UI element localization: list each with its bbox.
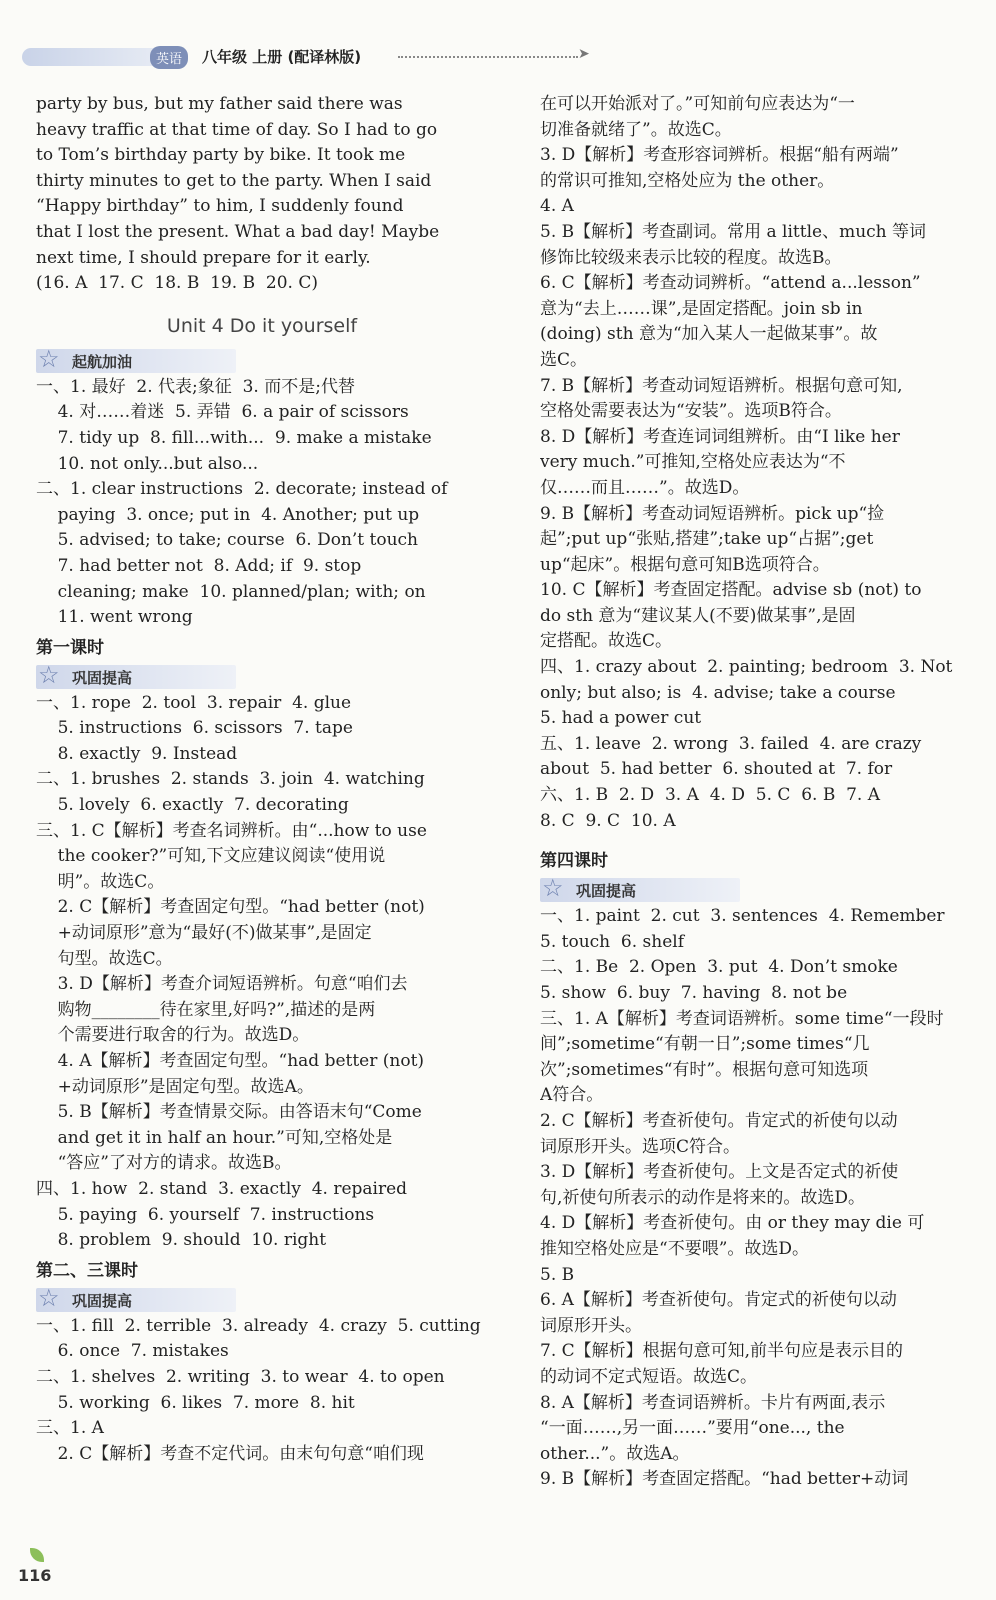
text-line: 6. once 7. mistakes [36,1341,229,1362]
section-banner: ☆ 巩固提高 [36,665,236,689]
text-line: 修饰比较级来表示比较的程度。故选B。 [540,247,842,268]
text-line: 五、1. leave 2. wrong 3. failed 4. are crazy [540,733,922,754]
text-line: 5. lovely 6. exactly 7. decorating [36,795,349,816]
text-line: 5. B [540,1264,575,1285]
text-line: 起”;put up“张贴,搭建”;take up“占据”;get [540,529,874,550]
text-line: 5. B【解析】考查副词。常用 a little、much 等词 [540,221,927,242]
section-banner: ☆ 巩固提高 [36,1288,236,1312]
text-line: “答应”了对方的请求。故选B。 [36,1153,292,1174]
text-line: 5. had a power cut [540,708,702,729]
text-line: 10. not only...but also... [36,453,259,474]
text-line: 2. C【解析】考查不定代词。由末句句意“咱们现 [36,1443,424,1464]
text-line: “一面……,另一面……”要用“one..., the [540,1418,845,1439]
text-line: 4. A【解析】考查固定句型。“had better (not) [36,1051,425,1071]
text-line: 二、1. clear instructions 2. decorate; instead of [36,479,448,500]
text-line: 7. tidy up 8. fill...with... 9. make a mistake [36,427,432,448]
text-line: 词原形开头。 [540,1315,642,1336]
text-line: 3. D【解析】考查介词短语辨析。句意“咱们去 [36,974,408,995]
text-line: 句,祈使句所表示的动作是将来的。故选D。 [540,1187,866,1208]
answer-block [36,375,488,631]
text-line: 切准备就绪了”。故选C。 [540,119,732,140]
text-line: A符合。 [540,1085,604,1106]
text-line: and get it in half an hour.”可知,空格处是 [36,1127,393,1148]
answer-block [540,92,980,834]
text-line: 5. show 6. buy 7. having 8. not be [540,983,848,1003]
text-line: 6. C【解析】考查动词辨析。“attend a...lesson” [540,273,921,294]
arrow-icon: ➤ [578,46,590,62]
text-line: 三、1. A【解析】考查词语辨析。some time“一段时 [540,1008,944,1029]
text-line: 四、1. how 2. stand 3. exactly 4. repaired [36,1178,408,1199]
text-line: 间”;sometime“有朝一日”;some times“几 [540,1034,870,1055]
text-line: +动词原形”意为“最好(不)做某事”,是固定 [36,923,372,944]
text-line: that I lost the present. What a bad day! Maybe [36,221,440,242]
lesson-heading: 第四课时 [540,851,608,872]
text-line: 句型。故选C。 [36,948,173,969]
text-line: 二、1. Be 2. Open 3. put 4. Don’t smoke [540,957,898,978]
text-line: 2. C【解析】考查祈使句。肯定式的祈使句以动 [540,1110,898,1131]
text-line: 四、1. crazy about 2. painting; bedroom 3. Not [540,657,953,678]
text-line: 三、1. C【解析】考查名词辨析。由“...how to use [36,820,427,841]
text-line: 一、1. rope 2. tool 3. repair 4. glue [36,692,352,713]
text-line: 明”。故选C。 [36,871,165,892]
book-title: 八年级 上册 (配译林版) [202,48,362,66]
text-line: do sth 意为“建议某人(不要)做某事”,是固 [540,605,856,626]
text-line: 4. D【解析】考查祈使句。由 or they may die 可 [540,1213,925,1234]
text-line: 5. paying 6. yourself 7. instructions [36,1204,375,1225]
text-line: 空格处需要表达为“安装”。选项B符合。 [540,401,842,422]
text-line: 11. went wrong [36,607,193,628]
text-line: 的动词不定式短语。故选C。 [540,1366,758,1387]
text-line: 3. D【解析】考查祈使句。上文是否定式的祈使 [540,1162,899,1183]
text-line: next time, I should prepare for it early. [36,247,371,268]
section-banner: ☆ 巩固提高 [540,878,740,902]
text-line: 5. working 6. likes 7. more 8. hit [36,1392,355,1413]
text-line: 5. B【解析】考查情景交际。由答语末句“Come [36,1102,422,1123]
text-line: 9. B【解析】考查固定搭配。“had better+动词 [540,1469,909,1490]
text-line: 个需要进行取舍的行为。故选D。 [36,1025,310,1046]
page-header [22,44,622,70]
text-line: 在可以开始派对了。”可知前句应表达为“一 [540,94,855,114]
leaf-icon [30,1548,44,1562]
header-dotted-rule [398,56,578,58]
text-line: heavy traffic at that time of day. So I had to go [36,119,438,140]
text-line: paying 3. once; put in 4. Another; put up [36,504,420,525]
text-line: cleaning; make 10. planned/plan; with; on [36,581,426,602]
text-line: party by bus, but my father said there was [36,94,403,114]
text-line: 2. C【解析】考查固定句型。“had better (not) [36,897,425,918]
text-line: 仅……而且……”。故选D。 [540,477,750,498]
text-line: (doing) sth 意为“加入某人一起做某事”。故 [540,324,878,345]
section-banner: ☆ 起航加油 [36,349,236,373]
text-line: up“起床”。根据句意可知B选项符合。 [540,554,830,575]
text-line: 推知空格处应是“不要喂”。故选D。 [540,1238,810,1259]
text-line: 的常识可推知,空格处应为 the other。 [540,170,835,191]
passage-text [36,92,488,297]
text-line: 10. C【解析】考查固定搭配。advise sb (not) to [540,580,922,601]
answer-block [36,691,488,1254]
text-line: 定搭配。故选C。 [540,631,673,652]
text-line: 4. A [540,196,574,217]
text-line: 5. advised; to take; course 6. Don’t touch [36,530,419,551]
text-line: 9. B【解析】考查动词短语辨析。pick up“捡 [540,503,885,524]
lesson-heading: 第一课时 [36,637,104,658]
text-line: 5. instructions 6. scissors 7. tape [36,718,353,739]
text-line: 8. D【解析】考查连词词组辨析。由“I like her [540,426,900,447]
answer-block [540,904,980,1493]
star-icon: ☆ [38,660,60,689]
text-line: 选C。 [540,349,588,370]
right-column [540,92,980,1493]
text-line: about 5. had better 6. shouted at 7. for [540,759,893,780]
text-line: very much.”可推知,空格处应表达为“不 [540,452,846,473]
text-line: +动词原形”是固定句型。故选A。 [36,1076,314,1097]
text-line: 三、1. A [36,1418,104,1439]
text-line: 六、1. B 2. D 3. A 4. D 5. C 6. B 7. A [540,785,881,806]
text-line: to Tom’s birthday party by bike. It took me [36,145,406,166]
text-line: 8. problem 9. should 10. right [36,1230,327,1251]
text-line: 8. C 9. C 10. A [540,810,676,831]
text-line: 词原形开头。选项C符合。 [540,1136,741,1157]
text-line: “Happy birthday” to him, I suddenly found [36,196,404,217]
text-line: 一、1. paint 2. cut 3. sentences 4. Remember [540,906,945,927]
text-line: 7. C【解析】根据句意可知,前半句应是表示目的 [540,1341,904,1362]
text-line: 3. D【解析】考查形容词辨析。根据“船有两端” [540,145,899,166]
text-line: 一、1. 最好 2. 代表;象征 3. 而不是;代替 [36,376,355,397]
lesson-heading: 第二、三课时 [36,1260,138,1281]
star-icon: ☆ [542,874,564,903]
text-line: the cooker?”可知,下文应建议阅读“使用说 [36,846,386,867]
text-line: 7. had better not 8. Add; if 9. stop [36,555,362,576]
text-line: 4. 对……着迷 5. 弄错 6. a pair of scissors [36,402,409,423]
text-line: 次”;sometimes“有时”。根据句意可知选项 [540,1059,869,1080]
text-line: 6. A【解析】考查祈使句。肯定式的祈使句以动 [540,1290,897,1311]
text-line: thirty minutes to get to the party. When I said [36,170,432,191]
answer-block [36,1314,488,1468]
text-line: 一、1. fill 2. terrible 3. already 4. crazy 5. cutting [36,1315,481,1336]
unit-title: Unit 4 Do it yourself [166,314,358,337]
text-line: only; but also; is 4. advise; take a course [540,682,896,703]
text-line: 购物________待在家里,好吗?”,描述的是两 [36,999,376,1020]
text-line: (16. A 17. C 18. B 19. B 20. C) [36,273,318,294]
text-line: 二、1. shelves 2. writing 3. to wear 4. to open [36,1366,445,1387]
star-icon: ☆ [38,1283,60,1312]
text-line: 二、1. brushes 2. stands 3. join 4. watching [36,769,425,790]
left-column [36,92,488,1467]
text-line: other...”。故选A。 [540,1443,690,1464]
text-line: 8. exactly 9. Instead [36,743,238,764]
text-line: 7. B【解析】考查动词短语辨析。根据句意可知, [540,375,903,396]
text-line: 5. touch 6. shelf [540,931,685,952]
text-line: 意为“去上……课”,是固定搭配。join sb in [540,298,863,319]
page-number: 116 [18,1566,52,1585]
subject-badge: 英语 [150,46,188,69]
text-line: 8. A【解析】考查词语辨析。卡片有两面,表示 [540,1392,886,1413]
star-icon: ☆ [38,344,60,373]
